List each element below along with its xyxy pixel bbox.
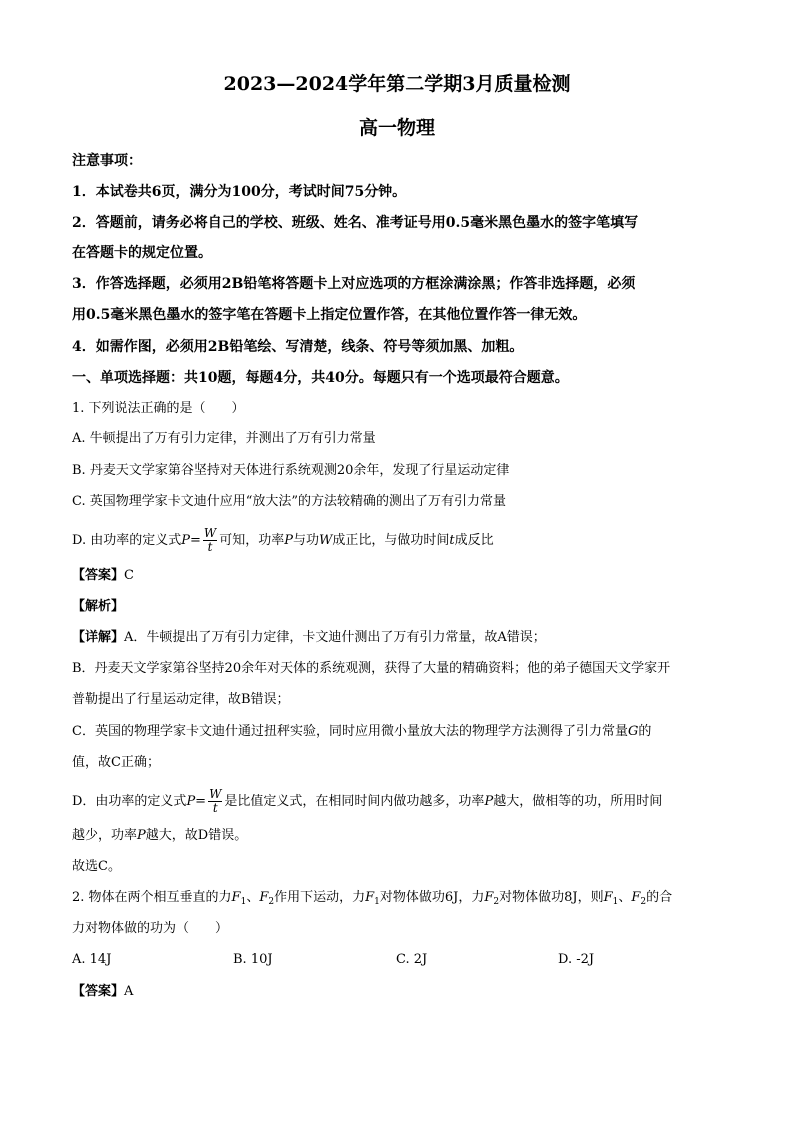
q1-option-c: C. 英国物理学家卡文迪什应用“放大法”的方法较精确的测出了万有引力常量 (72, 494, 507, 509)
q2-stem-text-3: 对物体做功6J，力 (379, 890, 485, 905)
detail-label: 【详解】 (72, 630, 125, 645)
notice-item-2-line-2: 在答题卡的规定位置。 (72, 245, 212, 261)
q1-explanation-b-line-2: 普勒提出了行星运动定律，故B错误； (72, 692, 290, 707)
explanation-d-var-p-2: P (137, 828, 146, 843)
q2-stem-text-4: 对物体做功8J，则 (499, 890, 604, 905)
explanation-d-text-2: 是比值定义式，在相同时间内做功越多，功率 (224, 794, 485, 809)
explanation-d-formula-lhs: P= (186, 794, 207, 809)
notice-heading: 注意事项： (72, 153, 142, 169)
q1-option-d-var-t: t (449, 533, 455, 548)
answer-label: 【答案】 (72, 568, 125, 583)
notice-item-2-line-1: 2．答题前，请务必将自己的学校、班级、姓名、准考证号用0.5毫米黑色墨水的签字笔填写 (72, 215, 639, 231)
answer-value: C (124, 568, 134, 583)
q2-var-f2-b: F (484, 890, 494, 905)
q1-option-d (72, 527, 494, 554)
q1-option-d-var-w: W (319, 533, 333, 548)
q1-option-d-text-2: 与功 (292, 533, 319, 548)
q2-sub-1: 1 (240, 897, 247, 907)
fraction-denominator: t (207, 540, 213, 554)
q1-explanation-d-line-1 (72, 788, 662, 815)
q1-option-d-prefix: D. 由功率的定义式 (72, 533, 182, 548)
q2-var-f1-c: F (603, 890, 613, 905)
q1-analysis-label: 【解析】 (72, 599, 125, 614)
q1-explanation-d-line-2 (72, 826, 247, 846)
q1-explanation-c-line-2: 值，故C正确； (72, 755, 160, 770)
q2-option-d: D. -2J (558, 952, 595, 967)
q2-var-f2-c: F (631, 890, 641, 905)
q1-explanation-b-line-1: B．丹麦天文学家第谷坚持20余年对天体的系统观测，获得了大量的精确资料；他的弟子德国天文学家开 (72, 661, 671, 676)
fraction-numerator: W (209, 787, 222, 801)
q1-explanation-a (72, 628, 546, 648)
q1-explanation-c-line-1 (72, 722, 651, 742)
fraction-denominator: t (212, 801, 218, 815)
q2-sub-2-c: 2 (640, 897, 647, 907)
q1-option-d-text-4: 成反比 (454, 533, 494, 548)
q2-option-a: A. 14J (72, 952, 112, 967)
q2-var-f2: F (259, 890, 269, 905)
q2-sub-1-c: 1 (612, 897, 619, 907)
q2-option-c: C. 2J (396, 952, 428, 967)
q1-option-d-fraction (203, 527, 217, 554)
explanation-d-text-1: D．由功率的定义式 (72, 794, 187, 809)
q2-var-f1: F (231, 890, 241, 905)
q2-stem-line-1 (72, 888, 672, 908)
q1-option-d-formula-lhs: P= (181, 533, 201, 548)
explanation-d-text-3: 越大，做相等的功，所用时间 (493, 794, 663, 809)
q2-stem-text-2: 作用下运动，力 (274, 890, 366, 905)
section-1-heading: 一、单项选择题：共10题，每题4分，共40分。每题只有一个选项最符合题意。 (72, 370, 569, 386)
answer-value: A (124, 984, 134, 999)
q1-option-a: A. 牛顿提出了万有引力定律，并测出了万有引力常量 (72, 431, 376, 446)
explanation-a-text: A．牛顿提出了万有引力定律，卡文迪什测出了万有引力常量，故A错误； (124, 630, 546, 645)
q1-answer (72, 566, 134, 586)
q2-sep-b: 、 (618, 890, 632, 905)
explanation-c-text-1: C．英国的物理学家卡文迪什通过扭秤实验，同时应用微小量放大法的物理学方法测得了引力常量 (72, 724, 628, 739)
q2-sub-1-b: 1 (374, 897, 380, 907)
explanation-d-text-4: 越少，功率 (72, 828, 138, 843)
explanation-c-var-g: G (627, 724, 639, 739)
q2-answer (72, 982, 133, 1002)
q2-stem-text-5: 的合 (646, 890, 673, 905)
q2-stem-line-2: 力对物体做的功为（ ） (72, 921, 229, 936)
q1-option-d-text-3: 成正比，与做功时间 (332, 533, 450, 548)
q2-option-b: B. 10J (233, 952, 273, 967)
explanation-d-var-p: P (484, 794, 494, 809)
notice-item-1: 1．本试卷共6页，满分为100分，考试时间75分钟。 (72, 184, 407, 200)
explanation-d-text-5: 越大，故D错误。 (145, 828, 248, 843)
exam-subject: 高一物理 (358, 117, 435, 139)
exam-title: 2023—2024学年第二学期3月质量检测 (223, 73, 571, 95)
q2-sub-2-b: 2 (493, 897, 500, 907)
answer-label: 【答案】 (72, 984, 125, 999)
explanation-d-fraction (208, 788, 222, 815)
fraction-numerator: W (203, 526, 217, 540)
q2-sep: 、 (246, 890, 260, 905)
q1-option-d-text-1: 可知，功率 (219, 533, 285, 548)
q1-conclusion: 故选C。 (72, 859, 121, 874)
q1-option-d-var-p: P (284, 533, 293, 548)
q1-option-b: B. 丹麦天文学家第谷坚持对天体进行系统观测20余年，发现了行星运动定律 (72, 463, 510, 478)
q1-stem: 1. 下列说法正确的是（ ） (72, 401, 245, 416)
notice-item-4: 4．如需作图，必须用2B铅笔绘、写清楚，线条、符号等须加黑、加粗。 (72, 339, 524, 355)
notice-item-3-line-1: 3．作答选择题，必须用2B铅笔将答题卡上对应选项的方框涂满涂黑；作答非选择题，必须 (72, 276, 636, 292)
explanation-c-text-2: 的 (638, 724, 652, 739)
q2-sub-2: 2 (268, 897, 275, 907)
notice-item-3-line-2: 用0.5毫米黑色墨水的签字笔在答题卡上指定位置作答，在其他位置作答一律无效。 (72, 307, 587, 323)
q2-stem-text-1: 2. 物体在两个相互垂直的力 (72, 890, 232, 905)
q2-var-f1-b: F (365, 890, 375, 905)
